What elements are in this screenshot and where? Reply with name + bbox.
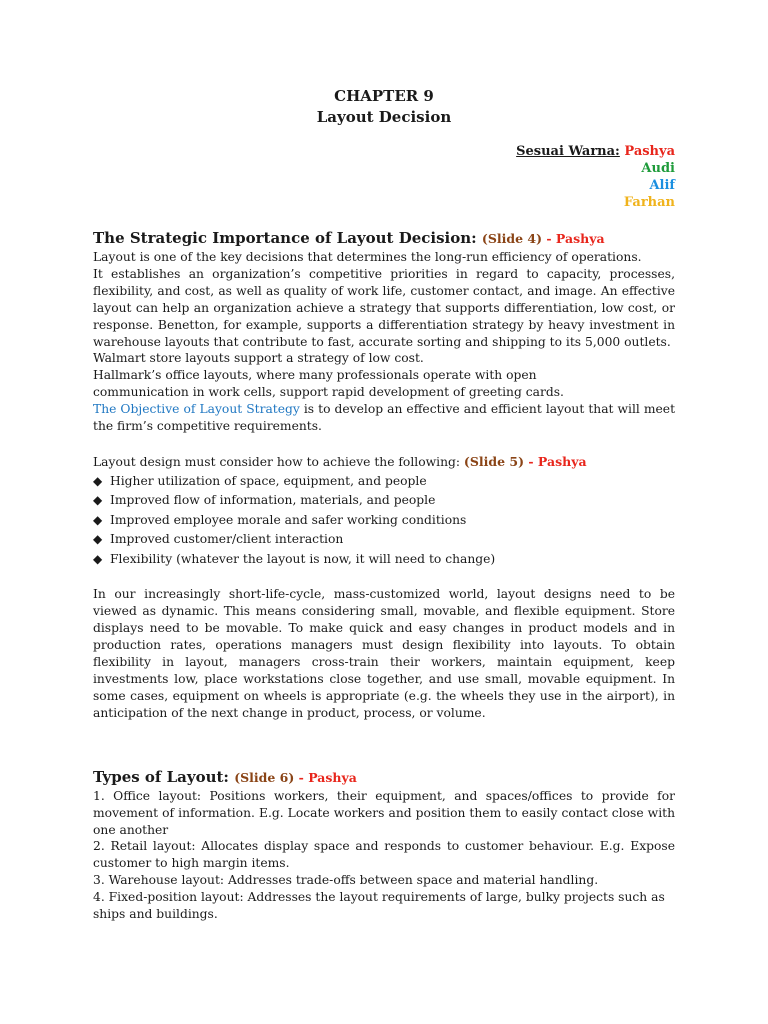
list-item: [93, 472, 675, 492]
list-item: 2. Retail layout: Allocates display space and responds to customer behaviour. E.g. Expose customer to high margin items.: [93, 839, 675, 871]
intro-line: [93, 452, 675, 472]
list-item-text: Flexibility (whatever the layout is now, it will need to change): [110, 551, 496, 566]
list-item: 1. Office layout: Positions workers, their equipment, and spaces/offices to provide for movement of information. E.g. Locate workers and position them to easily contact close with one another: [93, 788, 675, 837]
legend-label: Sesuai Warna:: [516, 144, 620, 159]
section-types-of-layout: [93, 767, 675, 923]
list-item: [93, 550, 675, 570]
heading-text: Types of Layout:: [93, 767, 229, 786]
section-strategic-importance: [93, 228, 675, 435]
list-item-text: Higher utilization of space, equipment, and people: [110, 473, 427, 488]
list-item: 3. Warehouse layout: Addresses trade-offs between space and material handling.: [93, 873, 599, 888]
section-heading: [93, 767, 675, 788]
paragraph: Hallmark’s office layouts, where many professionals operate with open: [93, 368, 537, 383]
chapter-title: Layout Decision: [316, 108, 452, 126]
slide-ref: (Slide 6): [234, 769, 295, 785]
diamond-bullet-icon: ◆: [93, 473, 103, 488]
slide-owner: - Pashya: [524, 453, 587, 469]
color-legend: [516, 143, 675, 211]
section-layout-design: [93, 452, 675, 722]
chapter-header: [0, 86, 768, 128]
document-body: [93, 228, 675, 923]
bullet-list: [93, 472, 675, 570]
paragraph: Layout is one of the key decisions that determines the long-run efficiency of operations.: [93, 250, 642, 264]
objective-rest: is to develop an effective and efficient layout that will meet the firm’s competitive requirements.: [93, 402, 676, 434]
objective-paragraph: [93, 401, 675, 435]
paragraph: It establishes an organization’s competitive priorities in regard to capacity, processes, flexibility, and cost, as well as quality of work life, customer contact, and image. An effective layout can help an organization achieve a strategy that supports differentiation, low cost, or response. Benetton, for example, supports a differentiation strategy by heavy investment in warehouse layouts that contribute to fast, accurate sorting and shipping to its 5,000 outlets.: [93, 266, 675, 349]
heading-text: The Strategic Importance of Layout Decision:: [93, 229, 477, 247]
diamond-bullet-icon: ◆: [93, 532, 103, 547]
section-heading: [93, 228, 675, 249]
list-item: [93, 511, 675, 531]
list-item: [93, 530, 675, 550]
paragraph: communication in work cells, support rapid development of greeting cards.: [93, 385, 564, 400]
objective-lead: The Objective of Layout Strategy: [93, 402, 300, 417]
paragraph: In our increasingly short-life-cycle, mass-customized world, layout designs need to be viewed as dynamic. This means considering small, movable, and flexible equipment. Store displays need to be movable. To make quick and easy changes in product models and in production rates, operations managers must design flexibility into layouts. To obtain flexibility in layout, managers cross-train their workers, maintain equipment, keep investments low, place workstations close together, and use small, movable equipment. In some cases, equipment on wheels is appropriate (e.g. the wheels they use in the airport), in anticipation of the next change in product, process, or volume.: [93, 587, 675, 720]
legend-name-audi: Audi: [641, 161, 675, 176]
paragraph: Walmart store layouts support a strategy of low cost.: [93, 351, 424, 366]
slide-owner: - Pashya: [542, 231, 605, 246]
list-item: [93, 491, 675, 511]
chapter-number: CHAPTER 9: [334, 87, 434, 105]
list-item-text: Improved flow of information, materials, and people: [110, 493, 436, 508]
list-item-text: Improved employee morale and safer working conditions: [110, 512, 467, 527]
diamond-bullet-icon: ◆: [93, 551, 103, 566]
diamond-bullet-icon: ◆: [93, 512, 103, 527]
list-item-text: Improved customer/client interaction: [110, 532, 344, 547]
legend-name-farhan: Farhan: [623, 195, 675, 210]
slide-owner: - Pashya: [294, 769, 357, 785]
slide-ref: (Slide 5): [463, 453, 525, 469]
slide-ref: (Slide 4): [481, 231, 543, 246]
intro-text: Layout design must consider how to achieve the following:: [93, 454, 464, 469]
list-item: 4. Fixed-position layout: Addresses the layout requirements of large, bulky projects such as ships and buildings.: [93, 890, 665, 922]
legend-name-alif: Alif: [649, 178, 675, 193]
diamond-bullet-icon: ◆: [93, 493, 103, 508]
legend-name-pashya: Pashya: [624, 144, 675, 159]
